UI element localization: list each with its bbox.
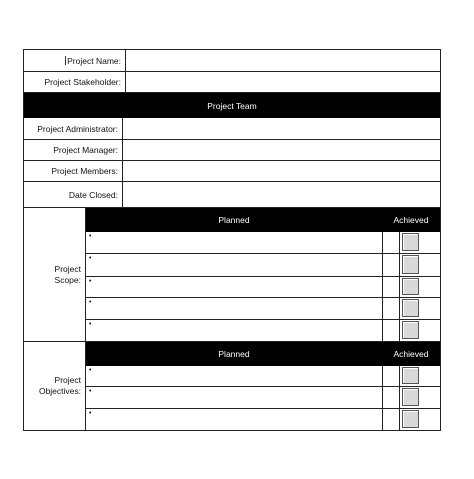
objectives-header-bar (86, 342, 440, 366)
achieved-checkbox[interactable] (402, 388, 419, 406)
scope-item-row (86, 298, 440, 320)
objective-item-row (86, 387, 440, 409)
objectives-planned-header: Planned (218, 349, 250, 359)
achieved-cell (382, 232, 440, 253)
project-administrator-field[interactable] (123, 118, 440, 139)
achieved-checkbox[interactable] (402, 278, 419, 295)
project-scope-label: Project Scope: (24, 208, 86, 342)
project-name-label: Project Name: (24, 50, 126, 71)
bullet: • (89, 255, 92, 262)
bullet: • (89, 367, 92, 374)
achieved-cell (382, 409, 440, 430)
achieved-cell (382, 277, 440, 297)
project-administrator-label: Project Administrator: (24, 118, 123, 139)
achieved-cell (382, 298, 440, 319)
project-members-field[interactable] (123, 161, 440, 181)
achieved-checkbox[interactable] (402, 367, 419, 384)
scope-item-row (86, 232, 440, 254)
project-administrator-row (24, 118, 440, 140)
section-divider (24, 341, 86, 342)
project-stakeholder-label: Project Stakeholder: (24, 72, 126, 92)
bullet: • (89, 321, 92, 328)
objective-item-row (86, 409, 440, 430)
achieved-cell (382, 366, 440, 386)
scope-header-bar (86, 208, 440, 232)
project-manager-row (24, 140, 440, 161)
project-members-label: Project Members: (24, 161, 123, 181)
date-closed-field[interactable] (123, 182, 440, 207)
project-name-field[interactable] (126, 50, 440, 71)
achieved-checkbox[interactable] (402, 255, 419, 274)
bullet: • (89, 278, 92, 285)
date-closed-label: Date Closed: (24, 182, 123, 207)
project-members-row (24, 161, 440, 182)
scope-item-row (86, 277, 440, 298)
bullet: • (89, 233, 92, 240)
bullet: • (89, 388, 92, 395)
project-name-row (24, 50, 440, 72)
objectives-achieved-header: Achieved (393, 349, 429, 359)
date-closed-row (24, 182, 440, 208)
scope-achieved-header: Achieved (393, 215, 429, 225)
project-stakeholder-field[interactable] (126, 72, 440, 92)
bullet: • (89, 299, 92, 306)
scope-item-row (86, 254, 440, 277)
project-team-header: Project Team (24, 93, 440, 118)
project-stakeholder-row (24, 72, 440, 93)
scope-item-row (86, 320, 440, 342)
achieved-checkbox[interactable] (402, 321, 419, 339)
project-objectives-label: Project Objectives: (24, 342, 86, 430)
project-closure-form (23, 49, 441, 431)
achieved-cell (382, 320, 440, 341)
scope-planned-header: Planned (218, 215, 250, 225)
text-cursor-icon (65, 56, 66, 65)
achieved-checkbox[interactable] (402, 410, 419, 428)
bullet: • (89, 410, 92, 417)
achieved-cell (382, 387, 440, 408)
objective-item-row (86, 366, 440, 387)
achieved-cell (382, 254, 440, 276)
achieved-checkbox[interactable] (402, 299, 419, 317)
project-manager-field[interactable] (123, 140, 440, 160)
achieved-checkbox[interactable] (402, 233, 419, 251)
project-manager-label: Project Manager: (24, 140, 123, 160)
